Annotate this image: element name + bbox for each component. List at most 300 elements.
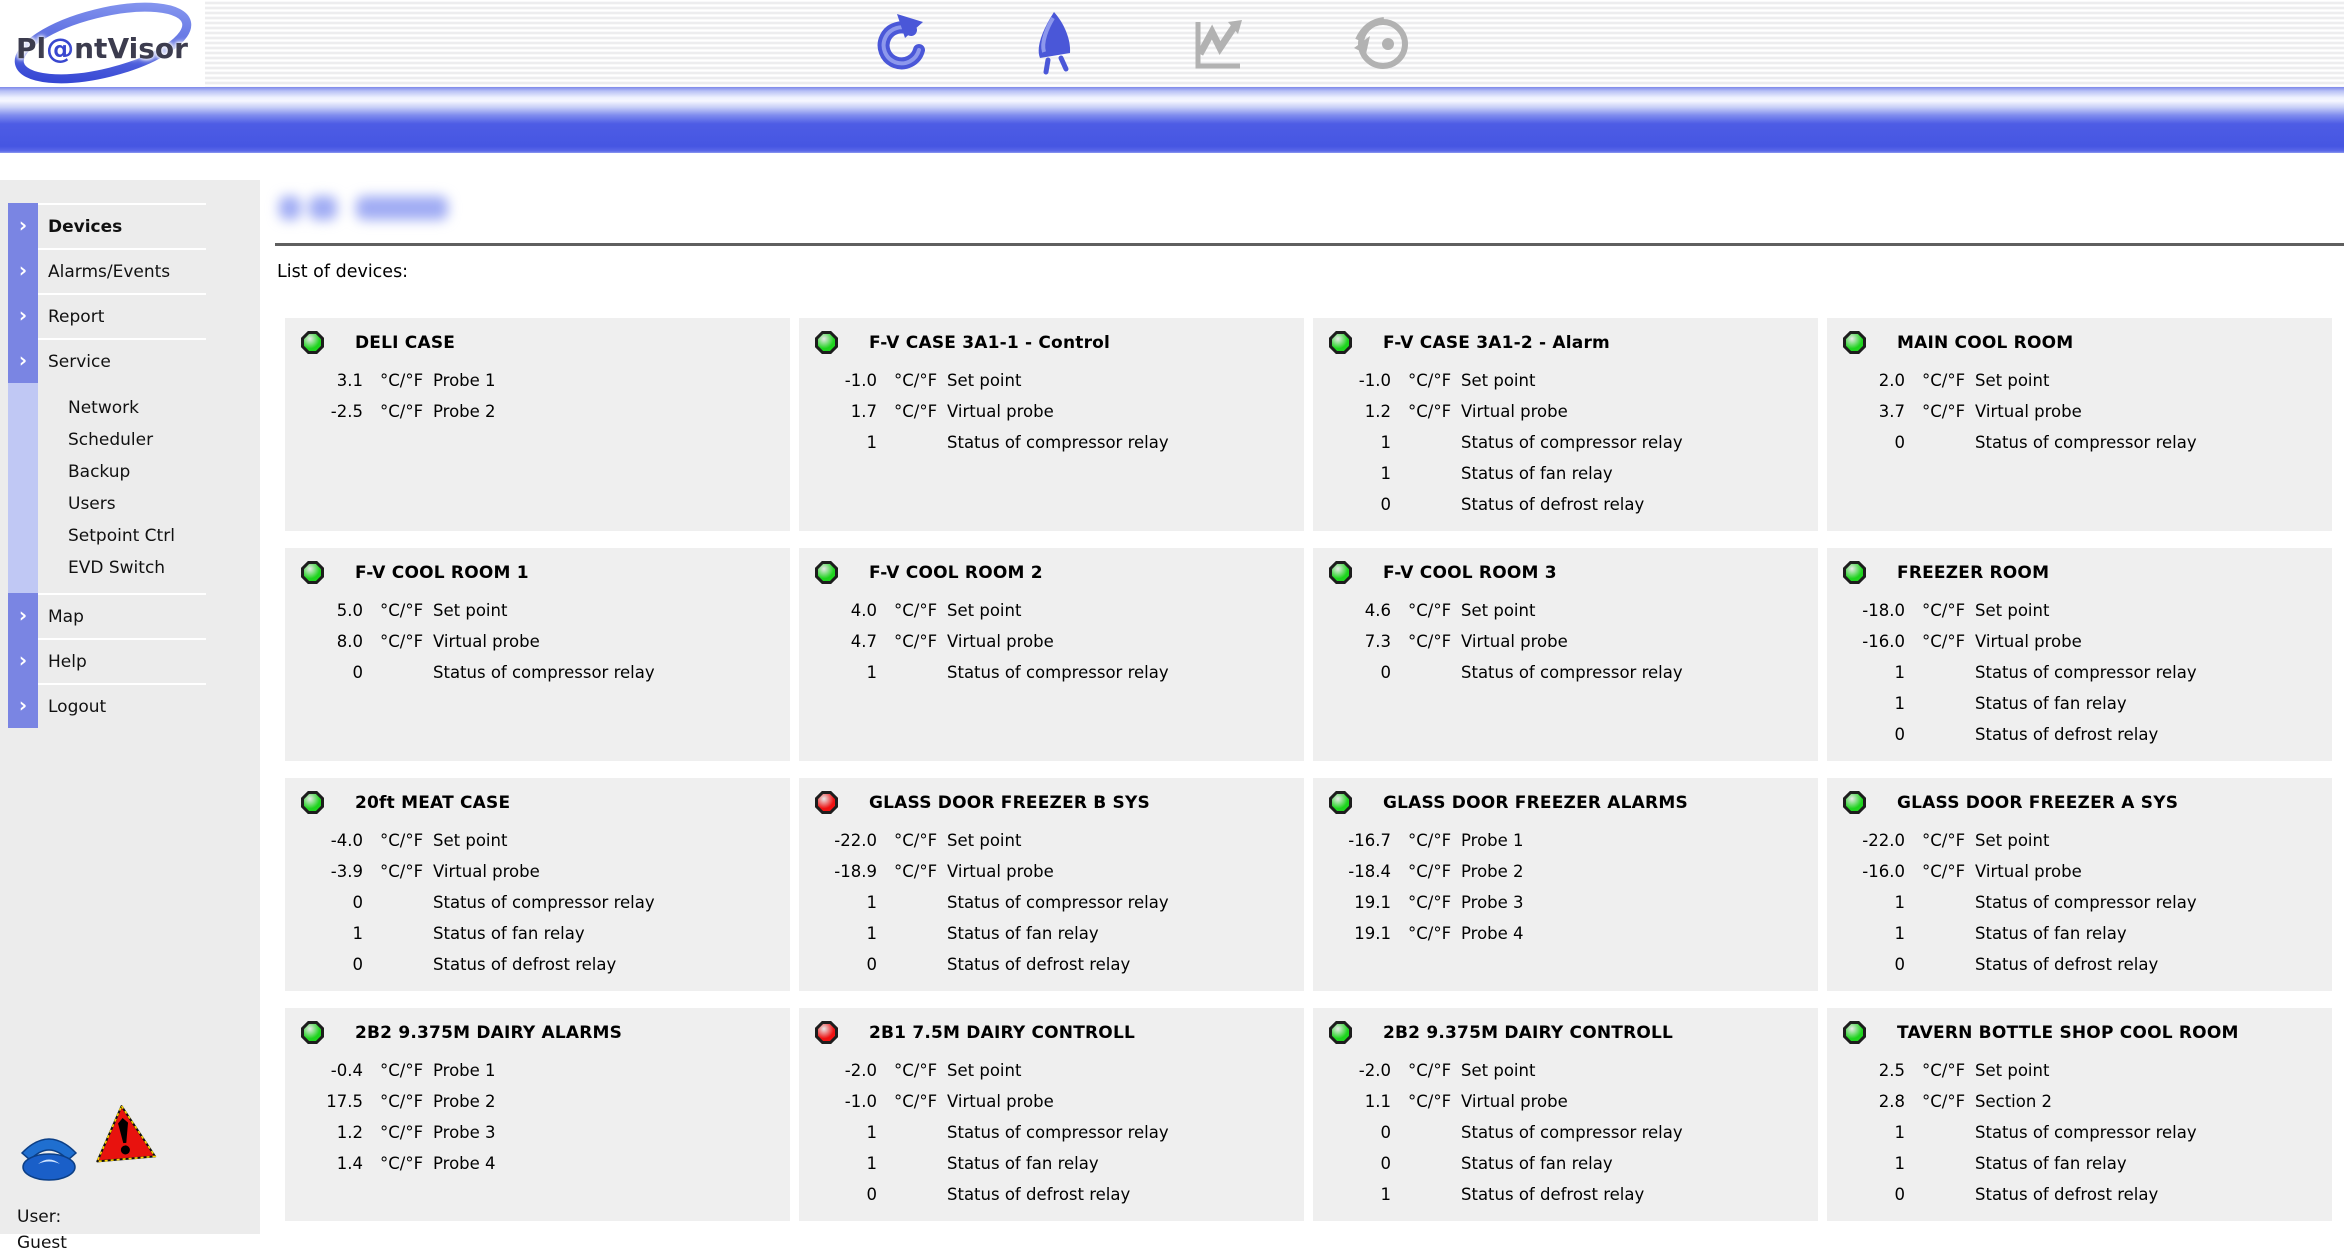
device-row — [285, 887, 790, 918]
device-value: 1.7 — [850, 402, 877, 421]
device-rows — [799, 595, 1304, 688]
device-value: 1 — [866, 663, 877, 682]
sidebar-menu-bottom — [8, 593, 252, 728]
device-unit: °C/°F — [1408, 402, 1452, 421]
device-value: 2.8 — [1878, 1092, 1905, 1111]
device-label: Set point — [1975, 831, 2050, 850]
device-label: Virtual probe — [947, 632, 1054, 651]
chevron-right-icon: › — [18, 347, 28, 372]
device-row — [799, 825, 1304, 856]
device-label: Status of fan relay — [947, 924, 1099, 943]
device-value: 3.7 — [1878, 402, 1905, 421]
device-row — [285, 918, 790, 949]
device-value: 0 — [866, 955, 877, 974]
device-card[interactable] — [1827, 778, 2332, 991]
device-row — [1827, 949, 2332, 980]
device-card[interactable] — [1313, 1008, 1818, 1221]
sidebar-item-service[interactable] — [8, 338, 252, 383]
device-row — [1827, 1117, 2332, 1148]
device-value: 19.1 — [1354, 893, 1391, 912]
sidebar-subitem-users[interactable]: Users — [68, 494, 116, 514]
device-card-header — [1313, 318, 1818, 354]
sidebar-menu — [8, 203, 252, 728]
device-label: Set point — [947, 601, 1022, 620]
device-label: Status of fan relay — [433, 924, 585, 943]
sidebar-item-help[interactable] — [8, 638, 252, 683]
status-led-inner — [818, 1024, 835, 1041]
device-row — [1827, 657, 2332, 688]
device-row — [285, 657, 790, 688]
device-label: Set point — [947, 1061, 1022, 1080]
device-rows — [799, 1055, 1304, 1210]
device-unit: °C/°F — [894, 371, 938, 390]
device-row — [1827, 626, 2332, 657]
device-row — [799, 1117, 1304, 1148]
history-icon[interactable] — [1352, 8, 1410, 78]
status-led-inner — [818, 564, 835, 581]
device-card[interactable] — [799, 778, 1304, 991]
device-title: F-V COOL ROOM 3 — [1383, 562, 1557, 583]
status-led-inner — [1332, 794, 1349, 811]
device-value: 1 — [1894, 893, 1905, 912]
device-value: -22.0 — [834, 831, 877, 850]
title-divider — [275, 243, 2344, 246]
device-value: 1.2 — [1364, 402, 1391, 421]
device-card[interactable] — [1827, 1008, 2332, 1221]
chart-icon[interactable] — [1188, 8, 1246, 78]
device-card-header — [1313, 778, 1818, 814]
device-unit: °C/°F — [380, 1061, 424, 1080]
chevron-right-icon: › — [18, 302, 28, 327]
device-row — [799, 595, 1304, 626]
header — [0, 0, 2344, 87]
plug-icon[interactable] — [1023, 8, 1081, 78]
status-led-inner — [304, 1024, 321, 1041]
device-title: 2B2 9.375M DAIRY CONTROLL — [1383, 1022, 1674, 1043]
device-value: -3.9 — [330, 862, 363, 881]
device-row — [1827, 427, 2332, 458]
device-value: -22.0 — [1862, 831, 1905, 850]
status-led-inner — [818, 334, 835, 351]
sidebar-subitem-scheduler[interactable]: Scheduler — [68, 430, 154, 450]
device-label: Set point — [1461, 371, 1536, 390]
device-value: -18.4 — [1348, 862, 1391, 881]
device-card-header — [1827, 1008, 2332, 1044]
device-title: F-V CASE 3A1-1 - Control — [869, 332, 1111, 353]
device-label: Set point — [433, 601, 508, 620]
device-label: Set point — [1975, 601, 2050, 620]
device-card-header — [799, 548, 1304, 584]
device-label: Virtual probe — [947, 862, 1054, 881]
device-card[interactable] — [285, 548, 790, 761]
device-value: 1 — [1894, 924, 1905, 943]
device-card[interactable] — [285, 778, 790, 991]
device-row — [285, 396, 790, 427]
device-label: Set point — [1461, 1061, 1536, 1080]
sidebar-item-label: Report — [38, 293, 206, 338]
device-unit: °C/°F — [1922, 1092, 1966, 1111]
device-unit: °C/°F — [1922, 371, 1966, 390]
device-card-header — [1313, 1008, 1818, 1044]
device-value: 1 — [1380, 433, 1391, 452]
device-value: 1.2 — [336, 1123, 363, 1142]
device-rows — [1313, 825, 1818, 949]
device-label: Probe 2 — [433, 1092, 496, 1111]
device-row — [1313, 657, 1818, 688]
device-label: Status of compressor relay — [1461, 663, 1683, 682]
device-row — [799, 626, 1304, 657]
device-value: 1.1 — [1364, 1092, 1391, 1111]
device-value: 0 — [1894, 725, 1905, 744]
device-value: -2.5 — [330, 402, 363, 421]
device-card[interactable] — [799, 318, 1304, 531]
device-label: Status of defrost relay — [1975, 1185, 2159, 1204]
device-value: 1.4 — [336, 1154, 363, 1173]
device-value: 1 — [1894, 663, 1905, 682]
device-unit: °C/°F — [1408, 924, 1452, 943]
sidebar-subitem-network[interactable]: Network — [68, 398, 139, 418]
device-label: Probe 1 — [1461, 831, 1524, 850]
device-value: 0 — [352, 955, 363, 974]
device-value: 0 — [1894, 1185, 1905, 1204]
device-label: Status of compressor relay — [433, 893, 655, 912]
device-label: Set point — [1461, 601, 1536, 620]
device-value: 17.5 — [326, 1092, 363, 1111]
sidebar-item-report[interactable] — [8, 293, 252, 338]
status-led-icon — [301, 561, 324, 584]
device-row — [1313, 626, 1818, 657]
device-title: TAVERN BOTTLE SHOP COOL ROOM — [1897, 1022, 2239, 1043]
warning-triangle-icon — [88, 1100, 159, 1168]
sidebar-item-label: Devices — [38, 203, 206, 248]
device-unit: °C/°F — [380, 402, 424, 421]
device-value: 1 — [1894, 1123, 1905, 1142]
device-label: Section 2 — [1975, 1092, 2053, 1111]
device-unit: °C/°F — [380, 371, 424, 390]
device-card-header — [1827, 778, 2332, 814]
device-label: Virtual probe — [1975, 632, 2082, 651]
device-value: 0 — [1894, 955, 1905, 974]
device-unit: °C/°F — [380, 1123, 424, 1142]
sidebar-subitem-backup[interactable]: Backup — [68, 462, 131, 482]
device-rows — [285, 365, 790, 427]
device-title: MAIN COOL ROOM — [1897, 332, 2074, 353]
device-card[interactable] — [1827, 548, 2332, 761]
device-value: 0 — [866, 1185, 877, 1204]
device-row — [285, 595, 790, 626]
device-label: Virtual probe — [947, 1092, 1054, 1111]
device-row — [799, 396, 1304, 427]
device-value: 1 — [866, 433, 877, 452]
status-led-icon — [1843, 1021, 1866, 1044]
device-card-header — [799, 318, 1304, 354]
chevron-right-icon: › — [18, 257, 28, 282]
device-card[interactable] — [285, 1008, 790, 1221]
logo-ntvisor: ntVisor — [74, 32, 188, 65]
refresh-icon[interactable] — [869, 8, 927, 78]
device-label: Virtual probe — [1461, 1092, 1568, 1111]
device-label: Status of compressor relay — [1975, 663, 2197, 682]
device-label: Status of fan relay — [1461, 464, 1613, 483]
device-row — [1827, 918, 2332, 949]
device-card[interactable] — [1827, 318, 2332, 531]
device-unit: °C/°F — [1408, 1061, 1452, 1080]
device-rows — [1313, 365, 1818, 520]
device-grid — [285, 318, 2332, 1221]
device-label: Virtual probe — [1461, 632, 1568, 651]
device-value: 0 — [352, 893, 363, 912]
device-value: 1 — [1894, 694, 1905, 713]
device-title: GLASS DOOR FREEZER A SYS — [1897, 792, 2179, 813]
status-led-icon — [1329, 791, 1352, 814]
device-row — [1313, 918, 1818, 949]
device-value: -1.0 — [1358, 371, 1391, 390]
device-row — [1827, 365, 2332, 396]
device-label: Status of compressor relay — [947, 893, 1169, 912]
menu-strip — [8, 338, 38, 383]
device-label: Set point — [947, 831, 1022, 850]
device-label: Status of defrost relay — [947, 1185, 1131, 1204]
device-label: Status of compressor relay — [1461, 433, 1683, 452]
device-label: Status of compressor relay — [947, 433, 1169, 452]
device-row — [799, 1179, 1304, 1210]
device-rows — [1827, 1055, 2332, 1210]
device-title: F-V COOL ROOM 2 — [869, 562, 1043, 583]
device-unit: °C/°F — [894, 831, 938, 850]
device-title: 2B2 9.375M DAIRY ALARMS — [355, 1022, 623, 1043]
device-row — [1313, 1055, 1818, 1086]
device-row — [1313, 489, 1818, 520]
device-row — [1313, 1086, 1818, 1117]
sidebar-item-logout[interactable] — [8, 683, 252, 728]
device-label: Status of fan relay — [1975, 1154, 2127, 1173]
status-led-inner — [1846, 1024, 1863, 1041]
device-value: 1 — [866, 893, 877, 912]
device-value: 2.5 — [1878, 1061, 1905, 1080]
device-card-header — [285, 778, 790, 814]
status-led-icon — [815, 1021, 838, 1044]
device-unit: °C/°F — [380, 831, 424, 850]
device-label: Virtual probe — [433, 862, 540, 881]
device-row — [1827, 595, 2332, 626]
device-row — [285, 365, 790, 396]
device-rows — [1827, 825, 2332, 980]
device-card[interactable] — [285, 318, 790, 531]
sidebar-subitem-setpoint-ctrl[interactable]: Setpoint Ctrl — [68, 526, 175, 546]
device-label: Status of defrost relay — [947, 955, 1131, 974]
submenu-strip — [8, 383, 38, 593]
device-value: 4.6 — [1364, 601, 1391, 620]
device-title: GLASS DOOR FREEZER ALARMS — [1383, 792, 1688, 813]
device-row — [799, 1086, 1304, 1117]
status-led-icon — [1843, 331, 1866, 354]
menu-strip — [8, 203, 38, 248]
device-value: 8.0 — [336, 632, 363, 651]
status-led-inner — [304, 334, 321, 351]
device-row — [285, 949, 790, 980]
device-label: Virtual probe — [433, 632, 540, 651]
device-title: F-V CASE 3A1-2 - Alarm — [1383, 332, 1610, 353]
status-led-inner — [304, 794, 321, 811]
sidebar-item-devices[interactable] — [8, 203, 252, 248]
status-led-icon — [815, 791, 838, 814]
device-value: -18.0 — [1862, 601, 1905, 620]
device-label: Status of fan relay — [1975, 924, 2127, 943]
status-led-icon — [815, 561, 838, 584]
status-led-inner — [304, 564, 321, 581]
status-led-icon — [301, 331, 324, 354]
device-card[interactable] — [799, 1008, 1304, 1221]
logo-pl: Pl — [16, 32, 47, 65]
chevron-right-icon: › — [18, 602, 28, 627]
status-led-inner — [1332, 564, 1349, 581]
device-unit: °C/°F — [380, 1092, 424, 1111]
device-unit: °C/°F — [1922, 1061, 1966, 1080]
device-row — [1313, 427, 1818, 458]
device-row — [1827, 1179, 2332, 1210]
sidebar-subitem-evd-switch[interactable]: EVD Switch — [68, 558, 166, 578]
device-row — [1827, 887, 2332, 918]
device-row — [1313, 887, 1818, 918]
logo — [0, 0, 205, 87]
chevron-right-icon: › — [18, 692, 28, 717]
device-card-header — [285, 318, 790, 354]
device-row — [1827, 825, 2332, 856]
device-value: 4.7 — [850, 632, 877, 651]
device-value: 1 — [866, 1123, 877, 1142]
device-rows — [799, 365, 1304, 458]
sidebar-menu-main — [8, 203, 252, 383]
device-unit: °C/°F — [1922, 601, 1966, 620]
device-unit: °C/°F — [1408, 601, 1452, 620]
device-label: Status of defrost relay — [1975, 955, 2159, 974]
device-card-header — [285, 548, 790, 584]
device-value: 1 — [1894, 1154, 1905, 1173]
logo-text — [16, 32, 188, 65]
status-led-icon — [815, 331, 838, 354]
device-label: Status of defrost relay — [1461, 495, 1645, 514]
menu-strip — [8, 293, 38, 338]
device-card-header — [799, 778, 1304, 814]
status-led-icon — [1843, 561, 1866, 584]
device-value: 1 — [1380, 1185, 1391, 1204]
device-unit: °C/°F — [1408, 862, 1452, 881]
sidebar-item-label: Service — [38, 338, 206, 383]
device-unit: °C/°F — [380, 601, 424, 620]
device-label: Set point — [433, 831, 508, 850]
device-unit: °C/°F — [1408, 831, 1452, 850]
device-value: 1 — [1380, 464, 1391, 483]
menu-strip — [8, 638, 38, 683]
device-title: F-V COOL ROOM 1 — [355, 562, 529, 583]
device-rows — [285, 825, 790, 980]
device-unit: °C/°F — [894, 1092, 938, 1111]
main-content — [260, 180, 2344, 1234]
device-value: -18.9 — [834, 862, 877, 881]
device-value: -2.0 — [1358, 1061, 1391, 1080]
device-unit: °C/°F — [1922, 632, 1966, 651]
device-unit: °C/°F — [380, 632, 424, 651]
device-value: 1 — [352, 924, 363, 943]
logo-at: @ — [46, 32, 75, 65]
device-card[interactable] — [1313, 318, 1818, 531]
device-unit: °C/°F — [1408, 893, 1452, 912]
status-led-icon — [301, 791, 324, 814]
device-label: Set point — [1975, 1061, 2050, 1080]
device-unit: °C/°F — [1408, 1092, 1452, 1111]
device-row — [799, 949, 1304, 980]
device-unit: °C/°F — [894, 601, 938, 620]
device-card-header — [799, 1008, 1304, 1044]
status-led-inner — [1332, 1024, 1349, 1041]
device-label: Probe 2 — [433, 402, 496, 421]
device-row — [1827, 1086, 2332, 1117]
device-unit: °C/°F — [380, 1154, 424, 1173]
chevron-right-icon: › — [18, 212, 28, 237]
device-row — [1313, 856, 1818, 887]
device-unit: °C/°F — [1922, 862, 1966, 881]
device-label: Status of compressor relay — [1975, 433, 2197, 452]
device-value: -2.0 — [844, 1061, 877, 1080]
device-value: -16.7 — [1348, 831, 1391, 850]
device-row — [1313, 458, 1818, 489]
device-label: Virtual probe — [947, 402, 1054, 421]
device-card-header — [1827, 548, 2332, 584]
sidebar-item-label: Map — [38, 593, 206, 638]
device-row — [285, 825, 790, 856]
device-label: Probe 4 — [1461, 924, 1524, 943]
device-row — [799, 1148, 1304, 1179]
device-rows — [1827, 365, 2332, 458]
device-row — [1313, 1148, 1818, 1179]
device-row — [1827, 1055, 2332, 1086]
status-led-inner — [1846, 794, 1863, 811]
device-rows — [285, 595, 790, 688]
device-value: 7.3 — [1364, 632, 1391, 651]
device-value: 4.0 — [850, 601, 877, 620]
device-row — [285, 1086, 790, 1117]
device-value: -16.0 — [1862, 632, 1905, 651]
device-card[interactable] — [1313, 778, 1818, 991]
device-label: Probe 3 — [1461, 893, 1524, 912]
sidebar-item-alarms-events[interactable] — [8, 248, 252, 293]
device-value: -4.0 — [330, 831, 363, 850]
user-label: User: — [17, 1207, 62, 1227]
device-label: Probe 3 — [433, 1123, 496, 1142]
device-row — [1313, 365, 1818, 396]
device-row — [1827, 396, 2332, 427]
sidebar-item-map[interactable] — [8, 593, 252, 638]
device-card-header — [285, 1008, 790, 1044]
status-led-icon — [1329, 331, 1352, 354]
device-value: 5.0 — [336, 601, 363, 620]
accent-bar — [0, 87, 2344, 153]
device-card[interactable] — [1313, 548, 1818, 761]
device-label: Set point — [947, 371, 1022, 390]
phone-icon — [17, 1133, 81, 1181]
device-value: 0 — [1380, 1123, 1391, 1142]
device-card[interactable] — [799, 548, 1304, 761]
device-unit: °C/°F — [1408, 371, 1452, 390]
device-rows — [799, 825, 1304, 980]
device-label: Status of compressor relay — [1461, 1123, 1683, 1142]
device-label: Status of compressor relay — [1975, 1123, 2197, 1142]
device-label: Probe 2 — [1461, 862, 1524, 881]
device-value: -1.0 — [844, 371, 877, 390]
device-label: Set point — [1975, 371, 2050, 390]
device-unit: °C/°F — [894, 632, 938, 651]
device-row — [285, 626, 790, 657]
